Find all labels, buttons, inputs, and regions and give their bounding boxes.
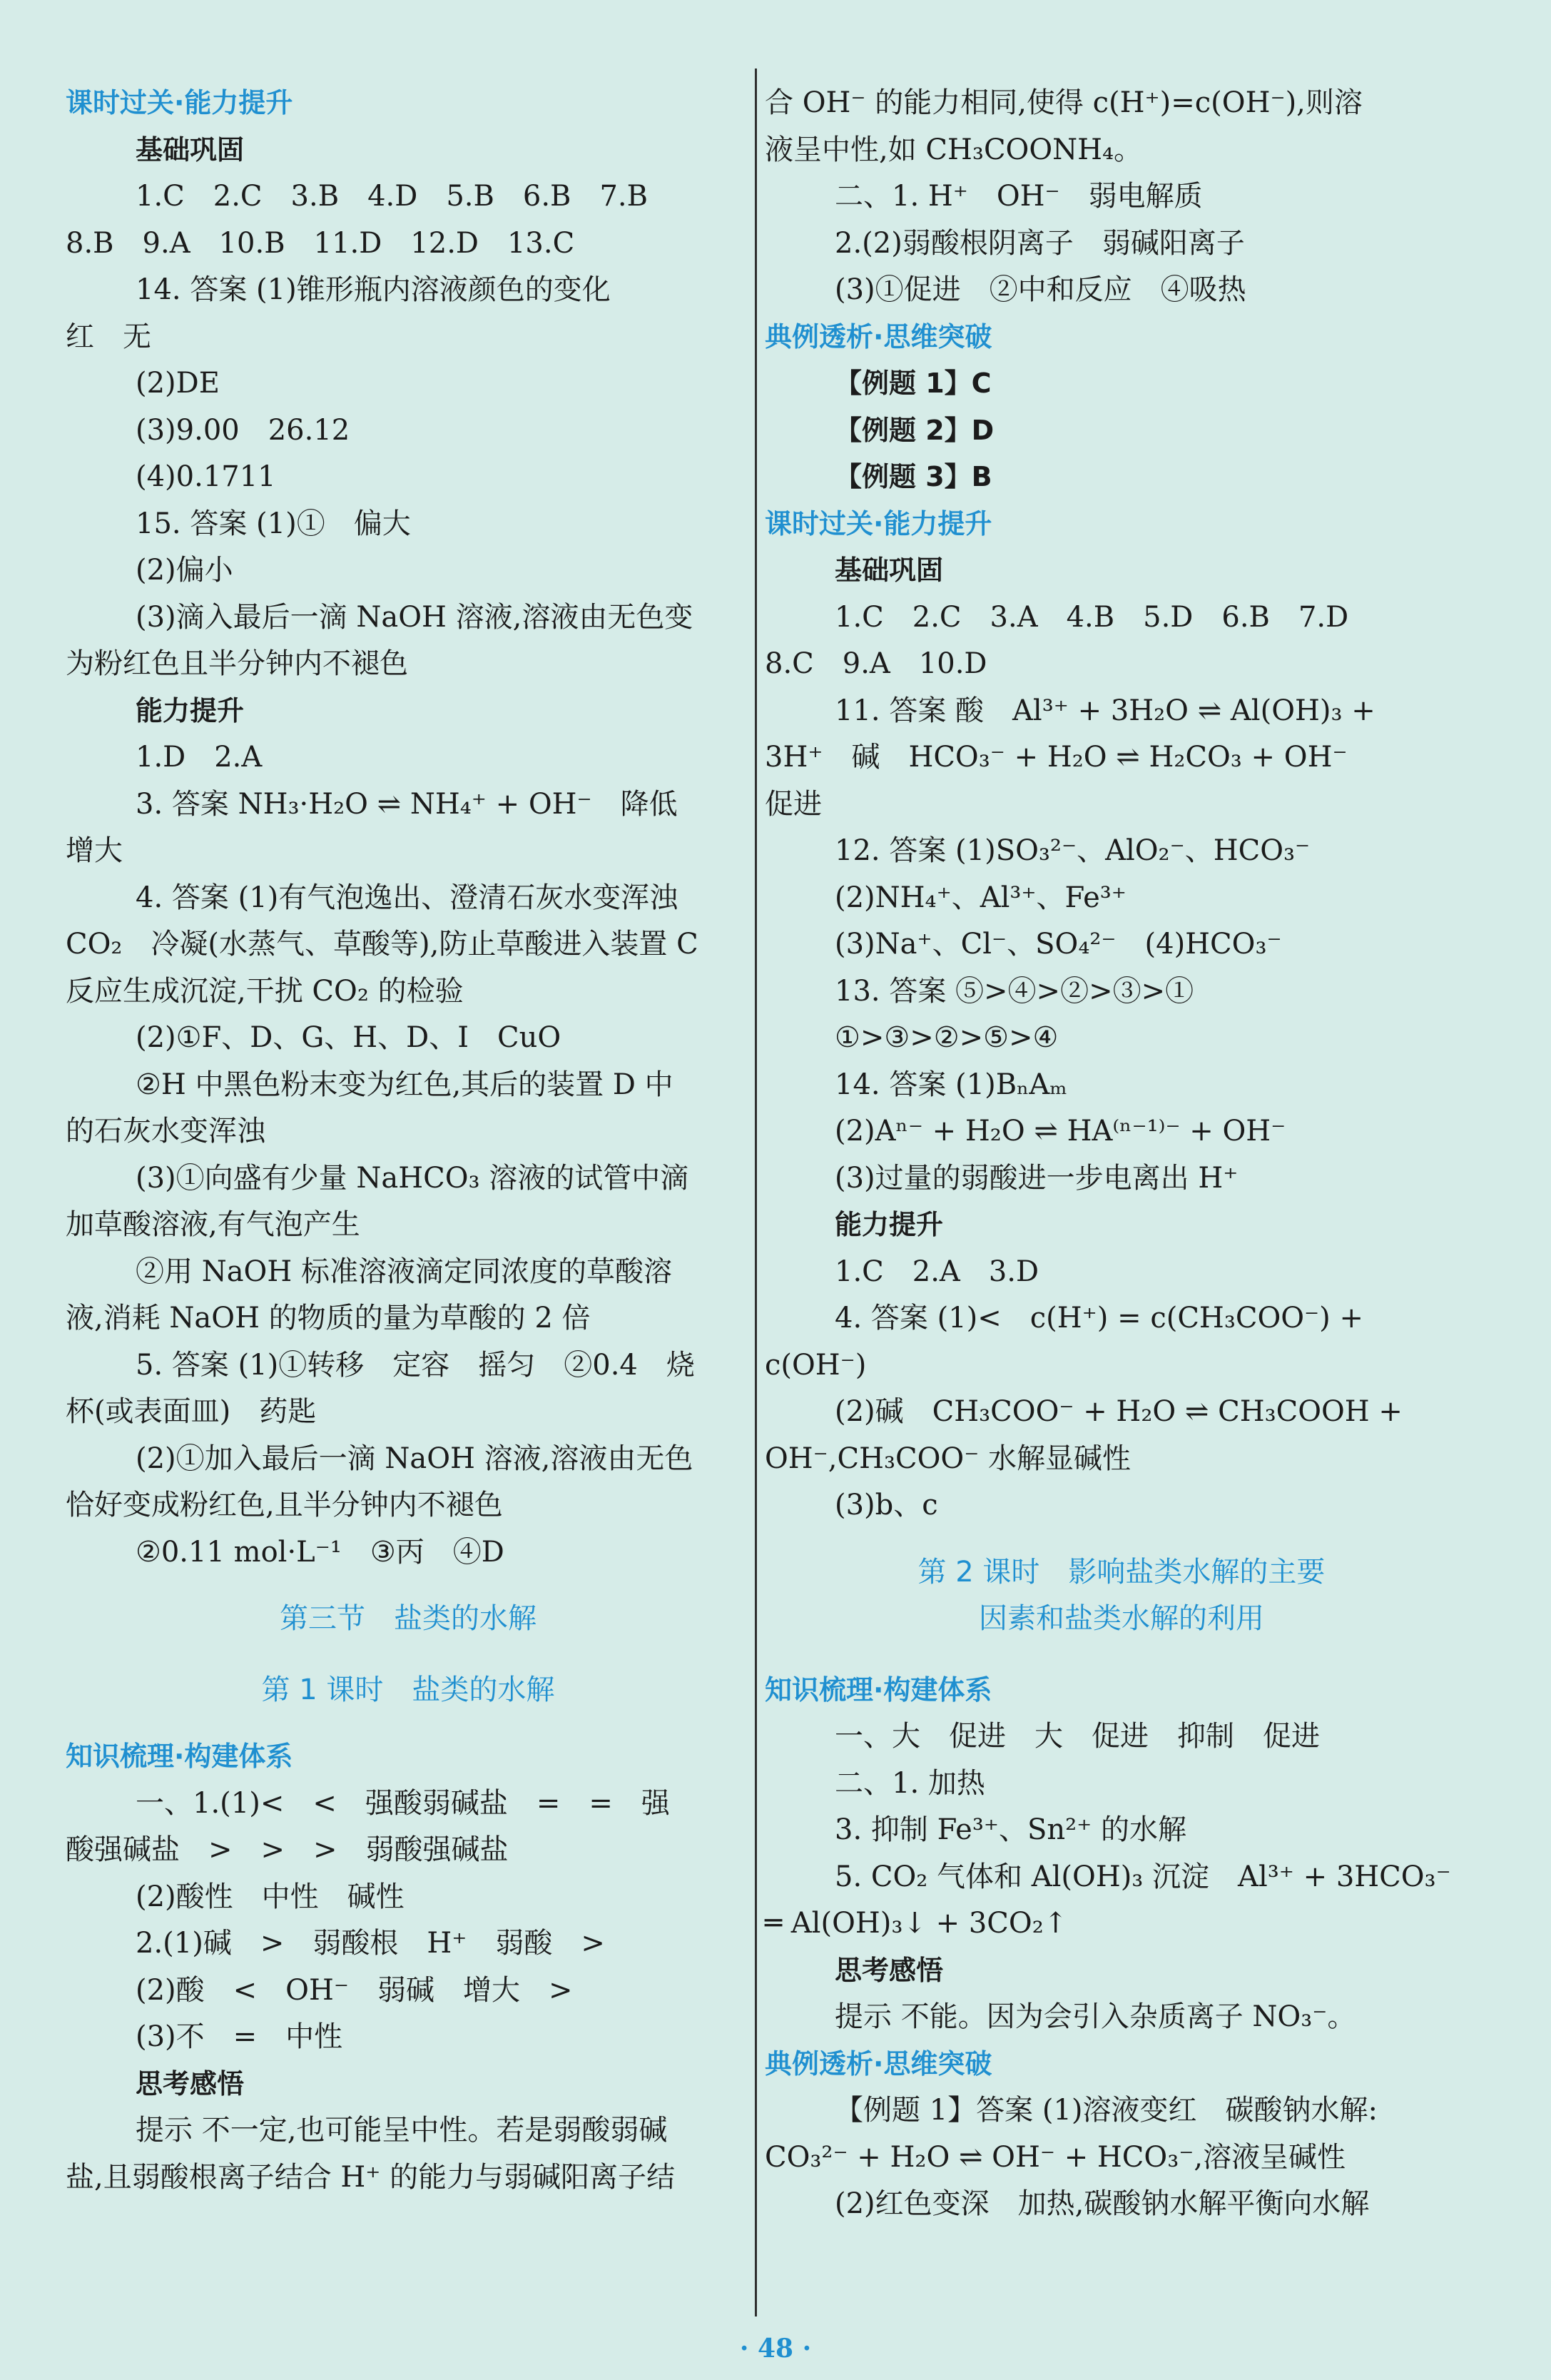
answer-line: 为粉红色且半分钟内不褪色 xyxy=(66,647,408,680)
right-column xyxy=(765,80,1478,2228)
answer-line: (3)Na⁺、Cl⁻、SO₄²⁻ (4)HCO₃⁻ xyxy=(835,928,1282,961)
column-divider xyxy=(755,69,757,2316)
answer-line: 3. 答案 NH₃·H₂O ⇌ NH₄⁺ + OH⁻ 降低 xyxy=(136,787,678,821)
section-heading: 典例透析·思维突破 xyxy=(765,320,992,353)
answer-line: 14. 答案 (1)锥形瓶内溶液颜色的变化 xyxy=(136,273,611,306)
answer-line: (2)红色变深 加热,碳酸钠水解平衡向水解 xyxy=(835,2187,1370,2220)
page-number: · 48 · xyxy=(739,2334,812,2364)
answer-line: ②0.11 mol·L⁻¹ ③丙 ④D xyxy=(136,1535,504,1569)
answer-line: 液,消耗 NaOH 的物质的量为草酸的 2 倍 xyxy=(66,1302,591,1335)
section-heading: 典例透析·思维突破 xyxy=(765,2047,992,2080)
answer-line: 4. 答案 (1)< c(H⁺) = c(CH₃COO⁻) + xyxy=(835,1302,1363,1335)
answer-line: 提示 不一定,也可能呈中性。若是弱酸弱碱 xyxy=(136,2114,668,2147)
answer-line: 1.C 2.C 3.B 4.D 5.B 6.B 7.B xyxy=(136,180,649,213)
subheading: 思考感悟 xyxy=(835,1954,944,1986)
example-answer: 【例题 1】C xyxy=(835,368,992,399)
subheading: 思考感悟 xyxy=(136,2067,245,2100)
answer-line: (3)b、c xyxy=(835,1489,938,1521)
section-heading: 知识梳理·构建体系 xyxy=(765,1673,992,1706)
answer-line: (2)Aⁿ⁻ + H₂O ⇌ HA⁽ⁿ⁻¹⁾⁻ + OH⁻ xyxy=(835,1115,1286,1148)
answer-line: 恰好变成粉红色,且半分钟内不褪色 xyxy=(66,1489,503,1521)
answer-line: ①>③>②>⑤>④ xyxy=(835,1021,1059,1054)
answer-line: CO₃²⁻ + H₂O ⇌ OH⁻ + HCO₃⁻,溶液呈碱性 xyxy=(765,2140,1346,2174)
subheading: 基础巩固 xyxy=(835,555,944,586)
answer-line: OH⁻,CH₃COO⁻ 水解显碱性 xyxy=(765,1442,1132,1475)
section-heading: 知识梳理·构建体系 xyxy=(66,1741,293,1772)
answer-line: 红 无 xyxy=(66,320,151,353)
answer-line: 反应生成沉淀,干扰 CO₂ 的检验 xyxy=(66,974,464,1008)
answer-line: (3)①向盛有少量 NaHCO₃ 溶液的试管中滴 xyxy=(136,1161,689,1195)
answer-line: (2)酸 < OH⁻ 弱碱 增大 > xyxy=(136,1973,573,2007)
answer-line: 3. 抑制 Fe³⁺、Sn²⁺ 的水解 xyxy=(835,1813,1187,1846)
answer-line: ②H 中黑色粉末变为红色,其后的装置 D 中 xyxy=(136,1068,673,1101)
answer-line: (2)碱 CH₃COO⁻ + H₂O ⇌ CH₃COOH + xyxy=(835,1395,1403,1428)
answer-line: 1.D 2.A xyxy=(136,741,263,774)
answer-line: (3)不 = 中性 xyxy=(136,2020,343,2053)
subheading: 基础巩固 xyxy=(136,133,245,166)
answer-line: 液呈中性,如 CH₃COONH₄。 xyxy=(765,133,1143,166)
answer-line: (3)①促进 ②中和反应 ④吸热 xyxy=(835,273,1246,306)
answer-line: 一、大 促进 大 促进 抑制 促进 xyxy=(835,1720,1320,1753)
answer-line: ②用 NaOH 标准溶液滴定同浓度的草酸溶 xyxy=(136,1255,672,1288)
answer-line: 1.C 2.C 3.A 4.B 5.D 6.B 7.D xyxy=(835,600,1349,634)
answer-line: ═ Al(OH)₃↓ + 3CO₂↑ xyxy=(765,1907,1068,1940)
section-heading: 课时过关·能力提升 xyxy=(66,87,293,118)
answer-line: (2)①F、D、G、H、D、I CuO xyxy=(136,1021,561,1054)
answer-line: (2)酸性 中性 碱性 xyxy=(136,1880,405,1913)
answer-line: 盐,且弱酸根离子结合 H⁺ 的能力与弱碱阳离子结 xyxy=(66,2160,676,2194)
answer-line: 3H⁺ 碱 HCO₃⁻ + H₂O ⇌ H₂CO₃ + OH⁻ xyxy=(765,741,1348,774)
answer-line: 的石灰水变浑浊 xyxy=(66,1115,265,1148)
subheading: 能力提升 xyxy=(835,1209,944,1240)
answer-line: 2.(1)碱 > 弱酸根 H⁺ 弱酸 > xyxy=(136,1927,605,1960)
answer-line: c(OH⁻) xyxy=(765,1348,867,1382)
answer-line: 13. 答案 ⑤>④>②>③>① xyxy=(835,974,1194,1008)
lesson-title: 第 2 课时 影响盐类水解的主要 xyxy=(917,1555,1326,1589)
answer-line: 二、1. 加热 xyxy=(835,1766,985,1800)
answer-line: 提示 不能。因为会引入杂质离子 NO₃⁻。 xyxy=(835,2000,1356,2033)
answer-line: 15. 答案 (1)① 偏大 xyxy=(136,507,411,540)
answer-line: 【例题 1】答案 (1)溶液变红 碳酸钠水解: xyxy=(835,2094,1378,2127)
lesson-title-cont: 因素和盐类水解的利用 xyxy=(979,1602,1264,1635)
answer-line: 增大 xyxy=(66,834,123,867)
answer-line: 8.C 9.A 10.D xyxy=(765,647,987,680)
answer-line: (2)DE xyxy=(136,367,220,400)
section-title: 第三节 盐类的水解 xyxy=(280,1602,537,1635)
answer-line: 1.C 2.A 3.D xyxy=(835,1255,1039,1288)
answer-line: 杯(或表面皿) 药匙 xyxy=(66,1395,317,1428)
section-heading: 课时过关·能力提升 xyxy=(765,507,992,540)
answer-line: 2.(2)弱酸根阴离子 弱碱阳离子 xyxy=(835,226,1245,260)
answer-line: 11. 答案 酸 Al³⁺ + 3H₂O ⇌ Al(OH)₃ + xyxy=(835,694,1375,727)
example-answer: 【例题 2】D xyxy=(835,414,995,446)
answer-line: CO₂ 冷凝(水蒸气、草酸等),防止草酸进入装置 C xyxy=(66,928,698,961)
example-answer: 【例题 3】B xyxy=(835,461,992,492)
answer-line: 二、1. H⁺ OH⁻ 弱电解质 xyxy=(835,180,1203,213)
answer-line: 5. CO₂ 气体和 Al(OH)₃ 沉淀 Al³⁺ + 3HCO₃⁻ xyxy=(835,1860,1451,1893)
answer-line: (3)过量的弱酸进一步电离出 H⁺ xyxy=(835,1161,1239,1195)
answer-line: (2)①加入最后一滴 NaOH 溶液,溶液由无色 xyxy=(136,1442,693,1475)
answer-line: 加草酸溶液,有气泡产生 xyxy=(66,1208,360,1241)
answer-line: 8.B 9.A 10.B 11.D 12.D 13.C xyxy=(66,226,575,260)
lesson-title: 第 1 课时 盐类的水解 xyxy=(261,1673,555,1706)
answer-line: 4. 答案 (1)有气泡逸出、澄清石灰水变浑浊 xyxy=(136,881,678,914)
answer-line: (2)NH₄⁺、Al³⁺、Fe³⁺ xyxy=(835,881,1127,914)
answer-line: (4)0.1711 xyxy=(136,460,276,493)
answer-line: 14. 答案 (1)BₙAₘ xyxy=(835,1068,1067,1101)
answer-line: (3)9.00 26.12 xyxy=(136,413,350,447)
answer-line: 5. 答案 (1)①转移 定容 摇匀 ②0.4 烧 xyxy=(136,1348,695,1382)
answer-line: (3)滴入最后一滴 NaOH 溶液,溶液由无色变 xyxy=(136,600,693,634)
answer-line: 促进 xyxy=(765,787,822,821)
left-column xyxy=(66,80,751,2201)
answer-line: (2)偏小 xyxy=(136,554,233,587)
answer-line: 合 OH⁻ 的能力相同,使得 c(H⁺)=c(OH⁻),则溶 xyxy=(765,86,1363,119)
subheading: 能力提升 xyxy=(136,694,245,726)
answer-line: 一、1.(1)< < 强酸弱碱盐 = = 强 xyxy=(136,1786,670,1820)
answer-line: 酸强碱盐 > > > 弱酸强碱盐 xyxy=(66,1833,509,1866)
answer-line: 12. 答案 (1)SO₃²⁻、AlO₂⁻、HCO₃⁻ xyxy=(835,834,1311,867)
